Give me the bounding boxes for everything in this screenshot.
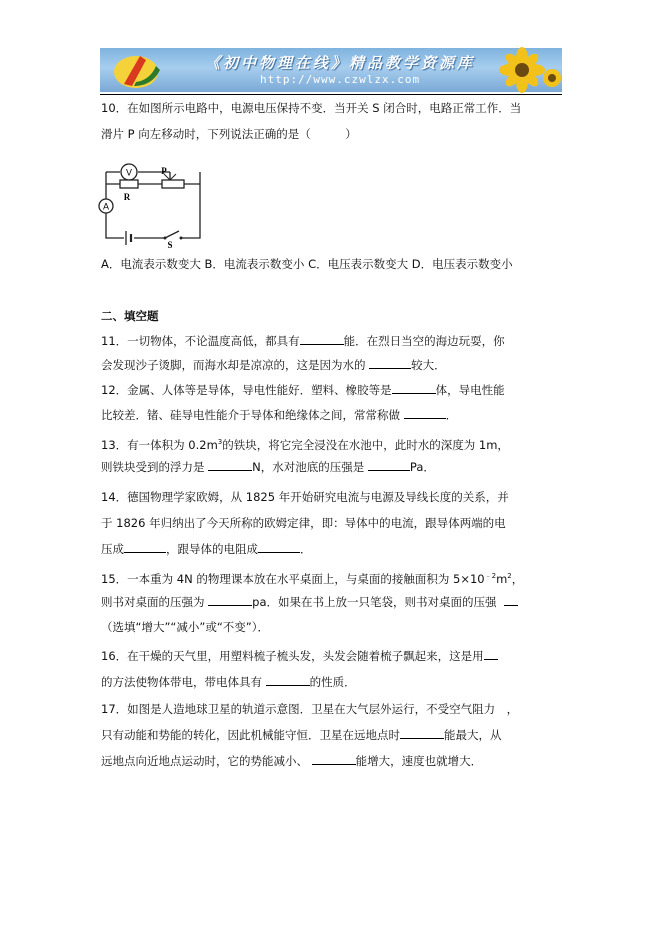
q16-line1: 16．在干燥的天气里，用塑料梳子梳头发，头发会随着梳子飘起来，这是用 [101, 647, 563, 665]
q15-line2: 则书对桌面的压强为 pa．如果在书上放一只笔袋，则书对桌面的压强 [101, 593, 563, 611]
banner-title: 《初中物理在线》精品教学资源库 [205, 54, 476, 72]
q17-line2: 只有动能和势能的转化，因此机械能守恒．卫星在远地点时 能最大，从 [101, 728, 502, 742]
answer-blank[interactable] [484, 647, 498, 660]
q12-line2: 比较差．锗、硅导电性能介于导体和绝缘体之间，常常称做 ． [101, 408, 458, 422]
answer-blank[interactable] [124, 540, 166, 553]
logo-icon [110, 52, 170, 90]
answer-blank[interactable] [404, 406, 446, 419]
header-banner [100, 48, 562, 92]
header-rule [100, 94, 562, 95]
q14-line1: 14．德国物理学家欧姆，从 1825 年开始研究电流与电源及导线长度的关系，并 [101, 490, 509, 504]
q16-line2: 的方法使物体带电，带电体具有 的性质． [101, 675, 356, 689]
section-title: 二、填空题 [101, 309, 159, 323]
resistor-label: R [123, 192, 131, 202]
resistor-icon [120, 180, 138, 188]
q17-line3: 远地点向近地点运动时，它的势能减小、 能增大，速度也就增大． [101, 754, 483, 768]
answer-blank[interactable] [368, 458, 410, 471]
q11-line1: 11．一切物体，不论温度高低，都具有 能．在烈日当空的海边玩耍，你 [101, 334, 505, 348]
answer-blank[interactable] [258, 540, 300, 553]
answer-blank[interactable] [504, 593, 518, 606]
sunflower-icon [472, 48, 562, 92]
q10-options: A．电流表示数变大 B．电流表示数变小 C．电压表示数变大 D．电压表示数变小 [101, 257, 513, 271]
q10-line2: 滑片 P 向左移动时，下列说法正确的是（ ） [101, 127, 357, 141]
q15-line1: 15．一本重为 4N 的物理课本放在水平桌面上，与桌面的接触面积为 $5\times 10^{﹣2}m^2$， [101, 571, 524, 586]
ammeter-label: A [102, 201, 110, 212]
slider-label: P [161, 166, 167, 176]
q14-line2: 于 1826 年归纳出了今天所称的欧姆定律，即：导体中的电流，跟导体两端的电 [101, 516, 506, 530]
q11-line2: 会发现沙子烫脚，而海水却是凉凉的，这是因为水的 较大． [101, 358, 446, 372]
q13-line2: 则铁块受到的浮力是 N，水对池底的压强是 Pa． [101, 460, 435, 474]
q15-line3: （选填“增大”“减小”或“不变”）． [101, 620, 269, 634]
q12-line1: 12．金属、人体等是导体，导电性能好．塑料、橡胶等是 体，导电性能 [101, 383, 505, 397]
answer-blank[interactable] [392, 381, 436, 394]
circuit-diagram [100, 160, 208, 250]
q14-line3: 压成 ，跟导体的电阻成 ． [101, 542, 312, 556]
answer-blank[interactable] [266, 673, 310, 686]
banner-url: http://www.czwlzx.com [260, 73, 421, 86]
q17-line1: 17．如图是人造地球卫星的轨道示意图．卫星在大气层外运行，不受空气阻力 ， [101, 702, 519, 716]
voltmeter-label: V [125, 167, 133, 178]
switch-label: S [167, 240, 173, 250]
answer-blank[interactable] [208, 458, 252, 471]
answer-blank[interactable] [208, 593, 252, 606]
answer-blank[interactable] [369, 356, 411, 369]
answer-blank[interactable] [400, 726, 444, 739]
q10-line1: 10．在如图所示电路中，电源电压保持不变．当开关 S 闭合时，电路正常工作．当 [101, 101, 522, 115]
rheostat-icon [162, 180, 184, 188]
q13-line1: 13．有一体积为 $0.2m^3$的铁块，将它完全浸没在水池中，此时水的深度为 1m， [101, 437, 509, 452]
answer-blank[interactable] [312, 752, 356, 765]
answer-blank[interactable] [300, 332, 344, 345]
